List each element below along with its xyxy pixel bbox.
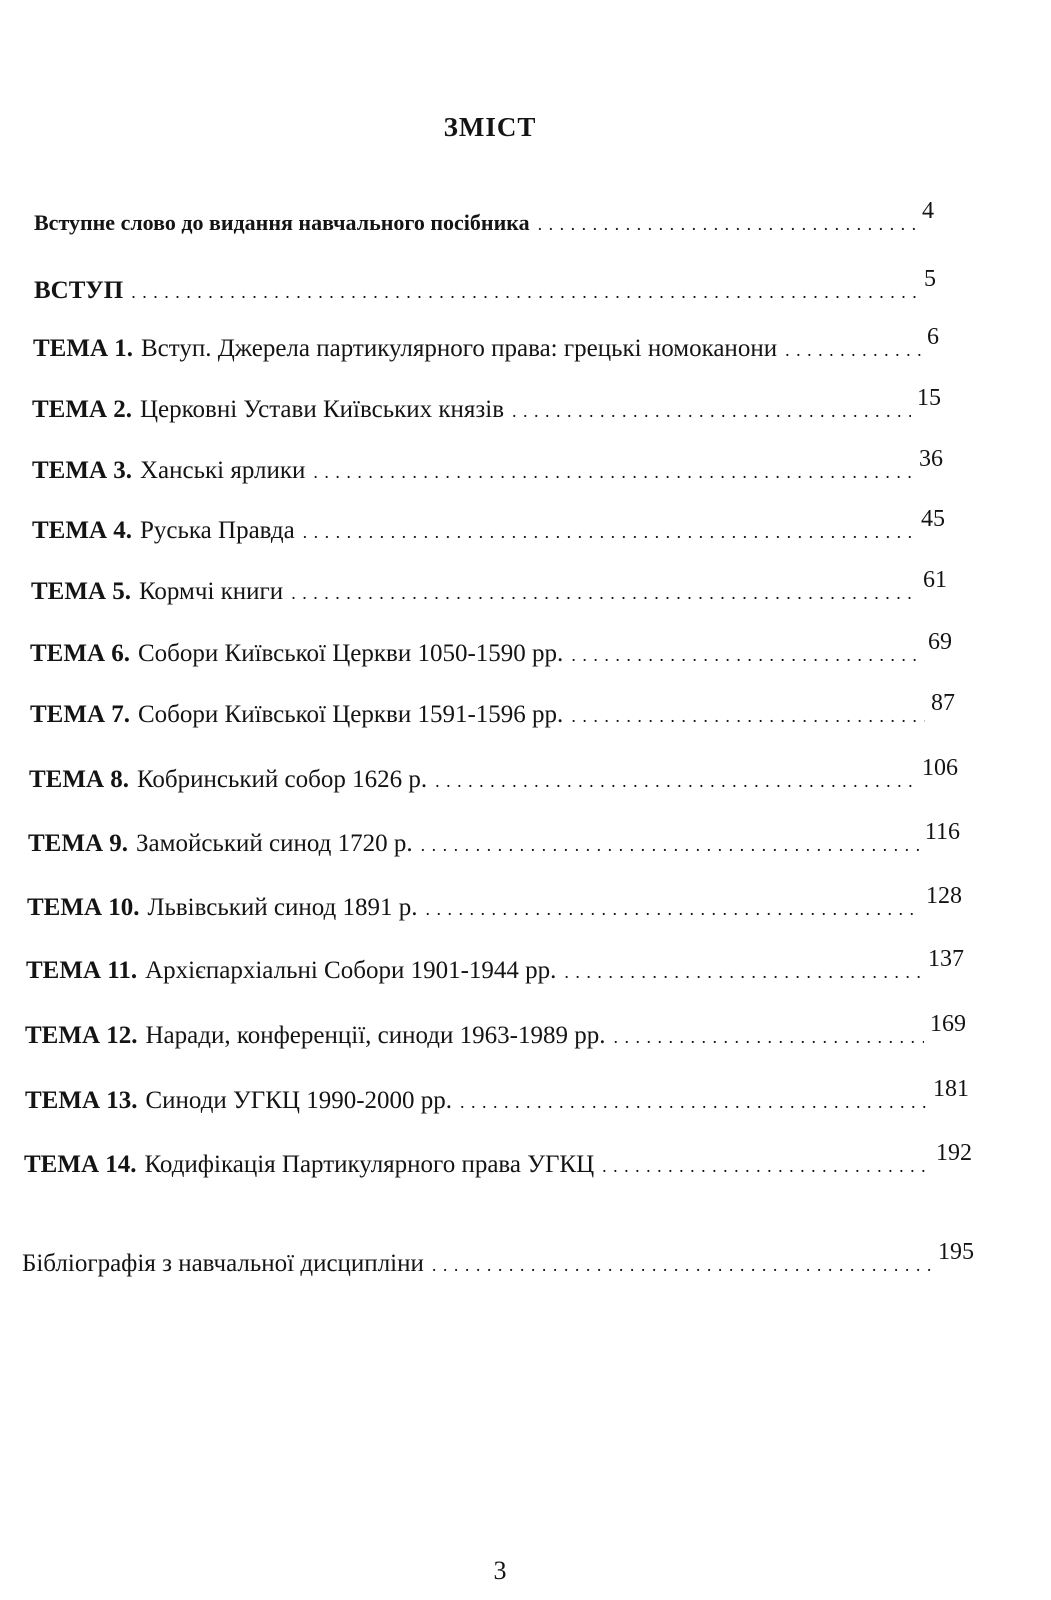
toc-entry-page: 192 — [936, 1140, 972, 1166]
toc-entry-label: ТЕМА 8. — [29, 766, 129, 793]
toc-entry-page: 116 — [924, 819, 960, 845]
toc-entry-page: 181 — [933, 1076, 969, 1102]
toc-leader-dots — [421, 830, 919, 860]
toc-entry-page: 36 — [919, 446, 943, 472]
toc-entry-text: Кормчі книги — [139, 578, 284, 605]
toc-leader-dots — [512, 396, 911, 426]
toc-leader-dots — [460, 1087, 927, 1117]
toc-entry-page: 137 — [928, 946, 964, 972]
toc-entry-topic-13[interactable] — [25, 1076, 969, 1117]
toc-entry-text: Бібліографія з навчальної дисципліни — [22, 1250, 424, 1277]
toc-entry-topic-4[interactable] — [32, 506, 945, 547]
toc-entry-label: ТЕМА 3. — [32, 457, 132, 484]
toc-entry-topic-8[interactable] — [29, 755, 958, 796]
toc-leader-dots — [602, 1151, 930, 1181]
toc-entry-topic-1[interactable] — [33, 324, 939, 365]
toc-entry-label: ТЕМА 6. — [30, 640, 130, 667]
toc-entry-page: 6 — [927, 324, 939, 350]
toc-entry-topic-6[interactable] — [30, 629, 952, 670]
toc-entry-text: Вступ. Джерела партикулярного права: грецькі номоканони — [141, 335, 778, 362]
toc-leader-dots — [571, 640, 922, 670]
toc-entry-text: Архієпархіальні Собори 1901-1944 рр. — [145, 957, 557, 984]
toc-entry-text: Кодифікація Партикулярного права УГКЦ — [144, 1151, 595, 1178]
toc-leader-dots — [613, 1022, 924, 1052]
toc-entry-topic-14[interactable] — [24, 1140, 972, 1181]
toc-entry-topic-10[interactable] — [27, 883, 962, 924]
toc-leader-dots — [131, 277, 918, 307]
toc-entry-page: 87 — [931, 690, 955, 716]
toc-entry-label: ВСТУП — [34, 277, 124, 304]
page-title: ЗМІСТ — [443, 112, 537, 142]
toc-entry-label: ТЕМА 11. — [26, 957, 138, 984]
toc-leader-dots — [303, 517, 915, 547]
toc-entry-label: ТЕМА 14. — [24, 1151, 137, 1178]
toc-entry-page: 169 — [930, 1011, 966, 1037]
toc-entry-page: 4 — [922, 198, 934, 224]
toc-entry-text: Наради, конференції, синоди 1963-1989 рр. — [145, 1022, 606, 1049]
page-number: 3 — [493, 1556, 507, 1585]
toc-entry-bibliography[interactable] — [22, 1239, 974, 1280]
toc-entry-page: 69 — [928, 629, 952, 655]
toc-leader-dots — [785, 335, 921, 365]
toc-leader-dots — [313, 457, 913, 487]
toc-entry-intro-word[interactable] — [34, 198, 934, 239]
toc-entry-text: Церковні Устави Київських князів — [140, 396, 505, 423]
toc-entry-topic-3[interactable] — [32, 446, 943, 487]
toc-entry-text: Львівський синод 1891 р. — [147, 894, 418, 921]
toc-entry-label: ТЕМА 1. — [33, 335, 133, 362]
toc-entry-topic-9[interactable] — [28, 819, 960, 860]
toc-entry-page: 195 — [938, 1239, 974, 1265]
toc-entry-label: ТЕМА 7. — [30, 701, 130, 728]
toc-entry-topic-12[interactable] — [25, 1011, 966, 1052]
toc-leader-dots — [291, 578, 917, 608]
toc-entry-label: ТЕМА 9. — [28, 830, 128, 857]
toc-entry-page: 45 — [921, 506, 945, 532]
toc-leader-dots — [426, 894, 920, 924]
toc-entry-label: ТЕМА 2. — [32, 396, 132, 423]
toc-entry-text: Кобринський собор 1626 р. — [137, 766, 428, 793]
toc-entry-page: 128 — [926, 883, 962, 909]
toc-entry-text: Замойський синод 1720 р. — [136, 830, 413, 857]
toc-leader-dots — [432, 1250, 932, 1280]
toc-entry-topic-7[interactable] — [30, 690, 955, 731]
toc-leader-dots — [435, 766, 916, 796]
toc-entry-text: Ханські ярлики — [140, 457, 306, 484]
toc-entry-text: Собори Київської Церкви 1050-1590 рр. — [138, 640, 564, 667]
toc-entry-page: 5 — [924, 266, 936, 292]
toc-entry-topic-11[interactable] — [26, 946, 964, 987]
toc-entry-label: ТЕМА 5. — [31, 578, 131, 605]
toc-entry-page: 61 — [923, 567, 947, 593]
toc-leader-dots — [571, 701, 925, 731]
toc-leader-dots — [564, 957, 922, 987]
toc-entry-text: Вступне слово до видання навчального посібника — [34, 210, 530, 235]
toc-entry-label: ТЕМА 12. — [25, 1022, 138, 1049]
toc-entry-topic-2[interactable] — [32, 385, 941, 426]
toc-entry-text: Синоди УГКЦ 1990-2000 рр. — [145, 1087, 453, 1114]
toc-entry-page: 15 — [917, 385, 941, 411]
toc-entry-label: ТЕМА 10. — [27, 894, 140, 921]
toc-entry-vstup[interactable] — [34, 266, 936, 307]
toc-entry-label: ТЕМА 4. — [32, 517, 132, 544]
toc-entry-text: Руська Правда — [140, 517, 295, 544]
toc-entry-label: ТЕМА 13. — [25, 1087, 138, 1114]
toc-entry-text: Собори Київської Церкви 1591-1596 рр. — [138, 701, 564, 728]
toc-entry-page: 106 — [922, 755, 958, 781]
toc-entry-topic-5[interactable] — [31, 567, 947, 608]
toc-leader-dots — [538, 209, 916, 239]
